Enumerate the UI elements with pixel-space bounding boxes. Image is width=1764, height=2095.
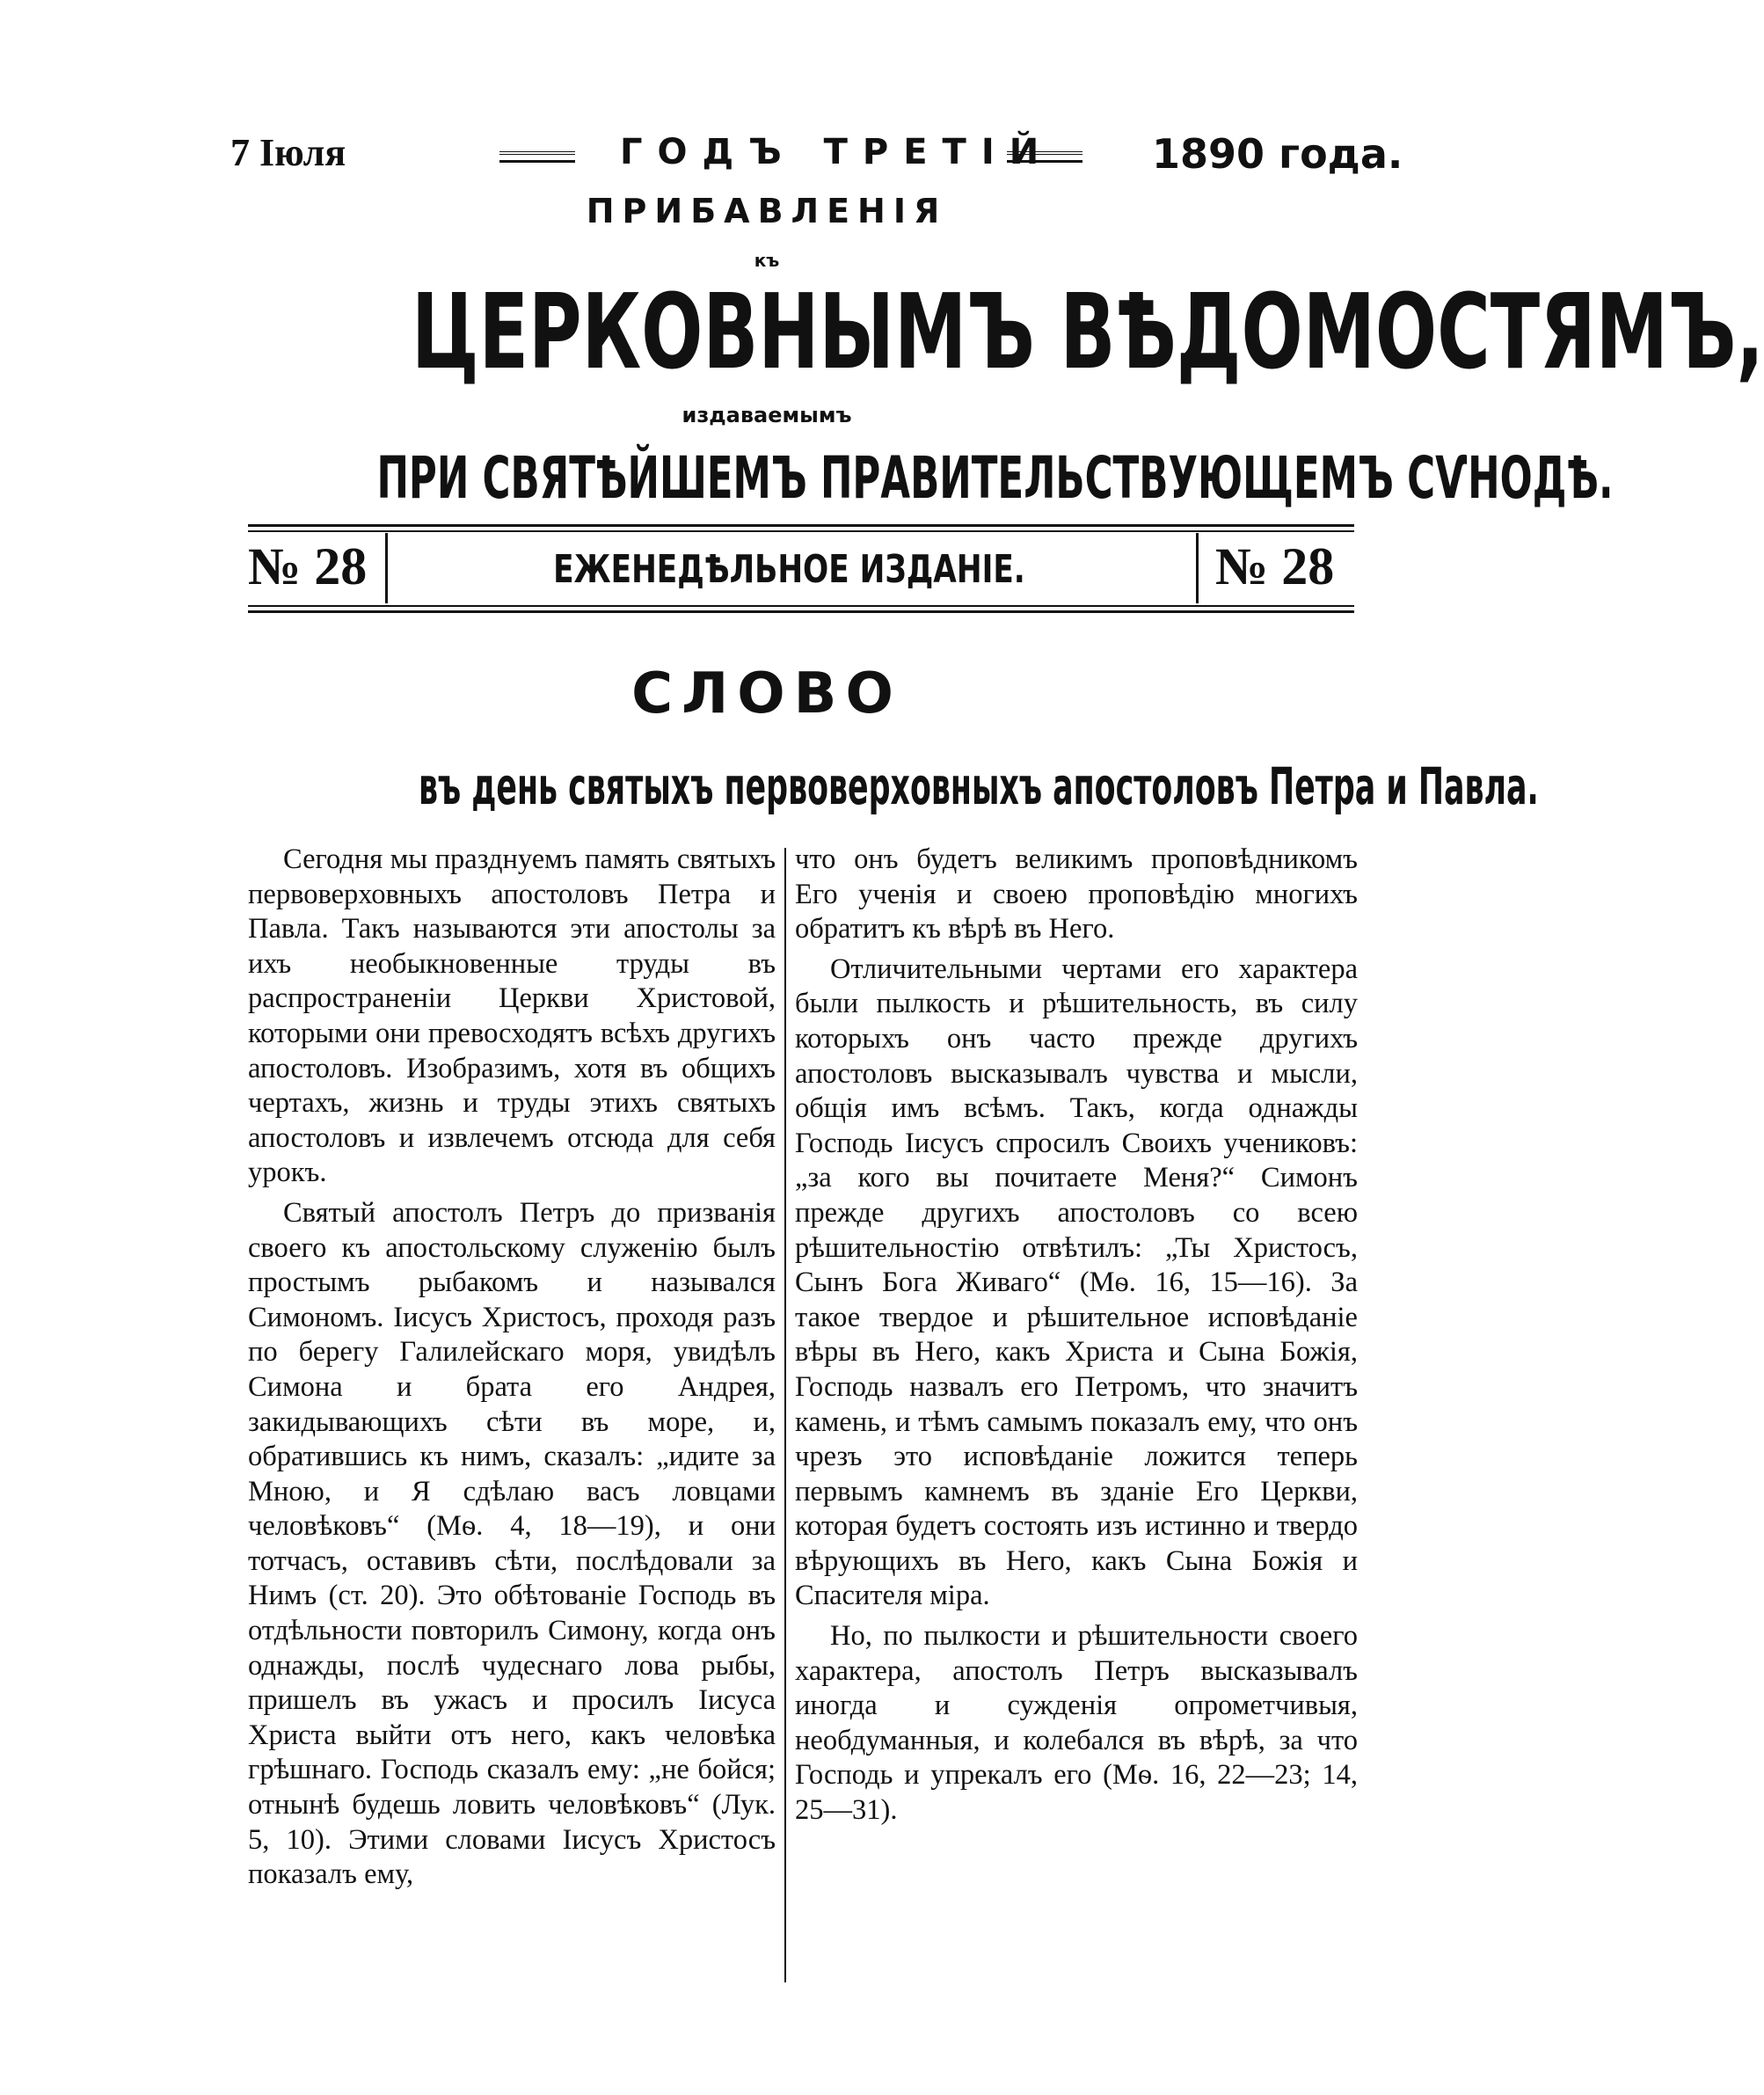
right-column (795, 843, 1358, 1829)
left-column (248, 843, 776, 1893)
issue-date: 7 Іюля (230, 131, 346, 174)
year-label: ГОДЪ ТРЕТІЙ (620, 132, 1054, 172)
ornament-right (1007, 151, 1082, 163)
paragraph: Но, по пылкости и рѣшительности своего характера, апостолъ Петръ высказывалъ иногда и сужденія опрометчивыя, необдуманныя, и колебался въ вѣрѣ, за что Господь и упрекалъ его (Мѳ. 16, 22—23; 14, 25—31). (795, 1620, 1358, 1827)
divider-left (385, 533, 388, 603)
publication-title: ЦЕРКОВНЫМЪ ВѢДОМОСТЯМЪ, (412, 271, 1764, 392)
rule-top (248, 524, 1354, 532)
issue-number-right: № 28 (1215, 537, 1335, 595)
paragraph: Святый апостолъ Петръ до призванія своего къ апостольскому служенію былъ простымъ рыбакомъ и назывался Симономъ. Іисусъ Христосъ, проходя разъ по берегу Галилейскаго моря, увидѣлъ Симона и брата его Андрея, закидывающихъ сѣти въ море, и, обратившись къ нимъ, сказалъ: „идите за Мною, и Я сдѣлаю васъ ловцами человѣковъ“ (Мѳ. 4, 18—19), и они тотчасъ, оставивъ сѣти, послѣдовали за Нимъ (ст. 20). Это обѣтованіе Господь въ отдѣльности повторилъ Симону, когда онъ однажды, послѣ чудеснаго лова рыбы, пришелъ въ ужасъ и просилъ Іисуса Христа выйти отъ него, какъ человѣка грѣшнаго. Господь сказалъ ему: „не бойся; отнынѣ будешь ловить человѣковъ“ (Лук. 5, 10). Этими словами Іисусъ Христосъ показалъ ему, (248, 1196, 776, 1891)
paragraph: что онъ будетъ великимъ проповѣдникомъ Его ученія и своею проповѣдію многихъ обратитъ къ вѣрѣ въ Него. (795, 843, 1358, 945)
ornament-left (499, 151, 575, 163)
column-divider (784, 848, 786, 1982)
divider-right (1196, 533, 1199, 603)
issue-year: 1890 года. (1152, 130, 1403, 178)
paragraph: Отличительными чертами его характера были пылкость и рѣшительность, въ силу которыхъ онъ часто прежде другихъ апостоловъ высказывалъ чувства и мысли, общія имъ всѣмъ. Такъ, когда однажды Господь Іисусъ спросилъ Своихъ учениковъ: „за кого вы почитаете Меня?“ Симонъ прежде другихъ апостоловъ со всею рѣшительностію отвѣтилъ: „Ты Христосъ, Сынъ Бога Живаго“ (Мѳ. 16, 15—16). За такое твердое и рѣшительное исповѣданіе вѣры въ Него, какъ Христа и Сына Божія, Господь назвалъ его Петромъ, что значитъ камень, и тѣмъ самымъ показалъ ему, что онъ чрезъ это исповѣданіе ложится теперь первымъ камнемъ въ зданіе Его Церкви, которая будетъ состоять изъ истинно и твердо вѣрующихъ въ Него, какъ Сына Божія и Спасителя міра. (795, 953, 1358, 1612)
preposition-to: къ (754, 250, 780, 271)
supplement-heading: ПРИБАВЛЕНІЯ (586, 192, 948, 230)
published-label: издаваемымъ (682, 403, 852, 427)
weekly-edition: ЕЖЕНЕДѢЛЬНОЕ ИЗДАНІЕ. (553, 547, 1025, 592)
article-subtitle: въ день святыхъ первоверховныхъ апостоловъ Петра и Павла. (418, 756, 1539, 816)
rule-bottom (248, 605, 1354, 613)
article-title: СЛОВО (631, 661, 902, 726)
synod-line: ПРИ СВЯТѢЙШЕМЪ ПРАВИТЕЛЬСТВУЮЩЕМЪ СѴНОДѢ. (376, 444, 1614, 512)
issue-number-left: № 28 (248, 537, 368, 595)
paragraph: Сегодня мы празднуемъ память святыхъ первоверховныхъ апостоловъ Петра и Павла. Такъ называются эти апостолы за ихъ необыкновенные труды въ распространеніи Церкви Христовой, которыми они превосходятъ всѣхъ другихъ апостоловъ. Изобразимъ, хотя въ общихъ чертахъ, жизнь и труды этихъ святыхъ апостоловъ и извлечемъ отсюда для себя урокъ. (248, 843, 776, 1189)
